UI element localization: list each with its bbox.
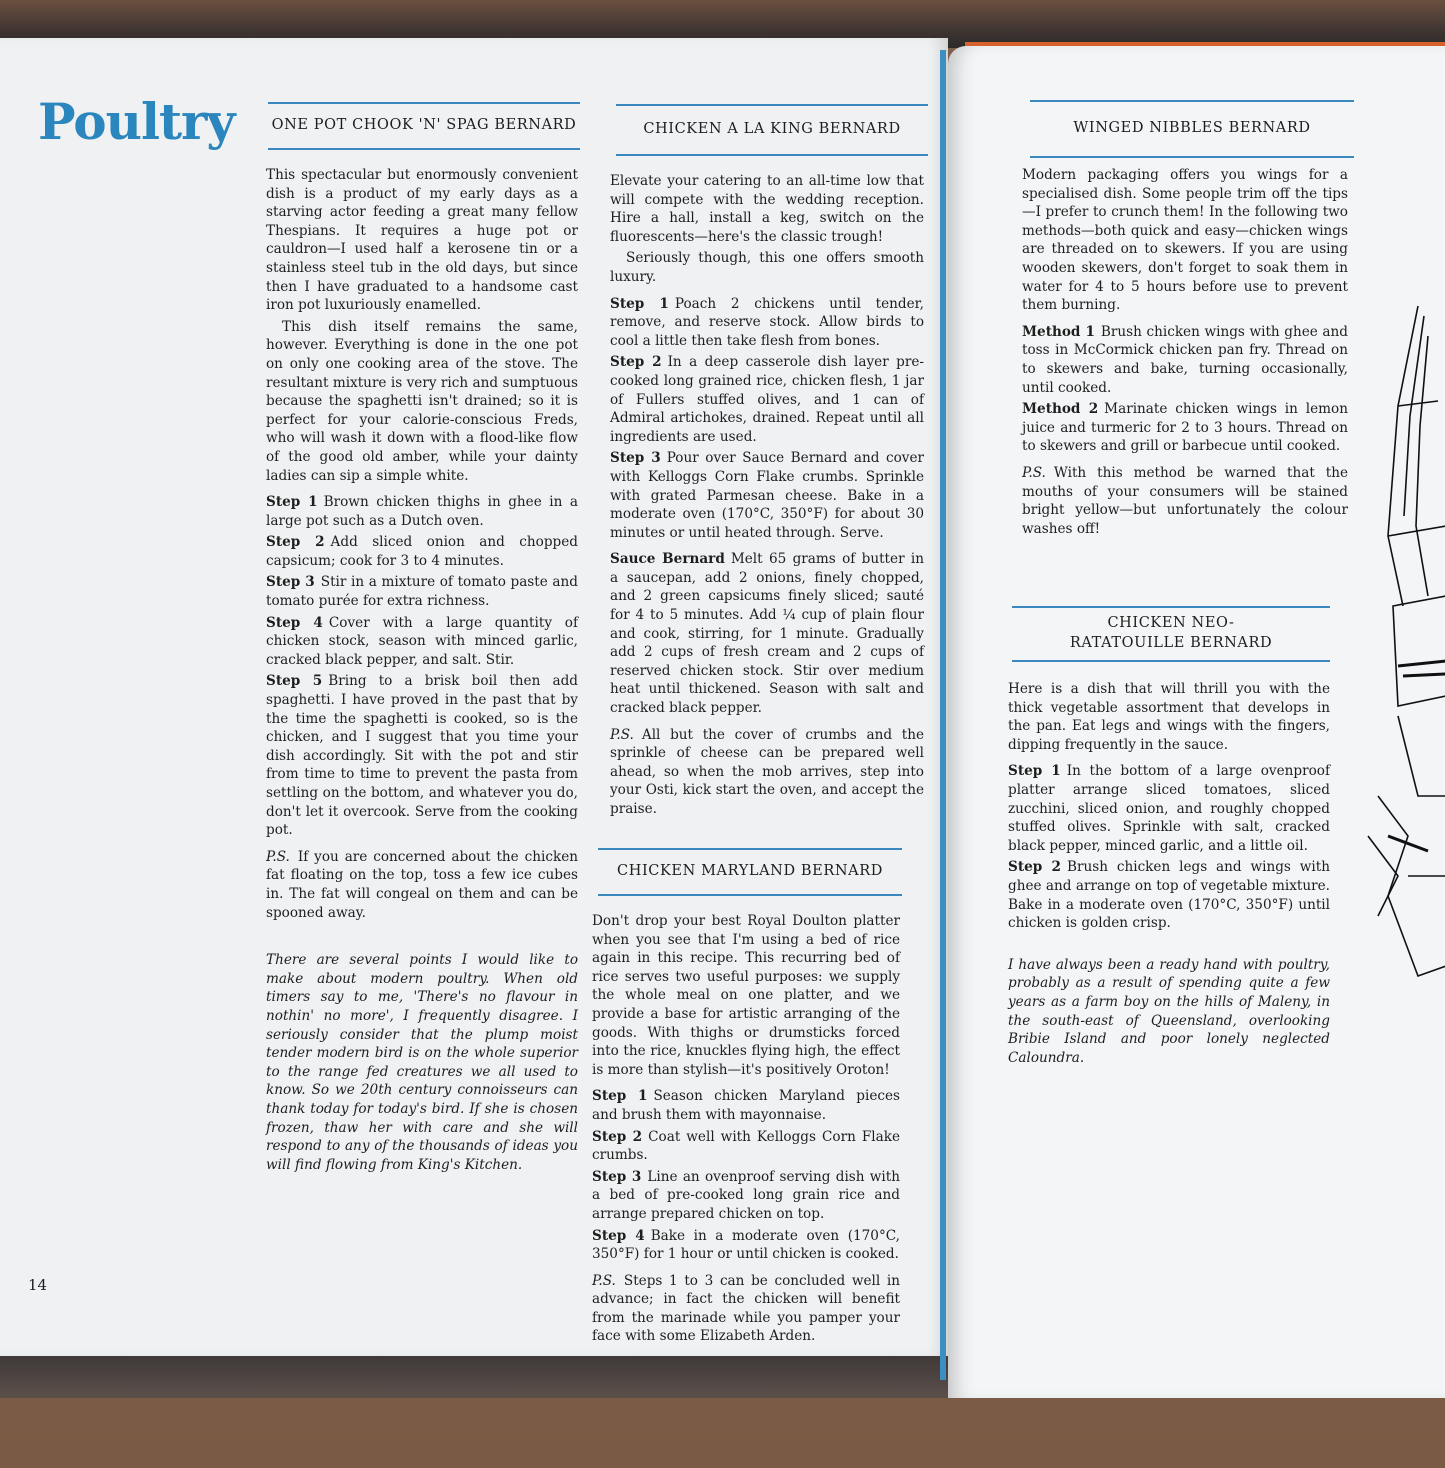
recipe-step: Step 2 In a deep casserole dish layer pre-cooked long grained rice, chicken flesh, 1 jar of Fullers stuffed olives, and 1 can of Admiral artichokes, drained. Repeat until all ingredients are used. bbox=[610, 354, 924, 445]
recipe-step: Step 5 Bring to a brisk boil then add spaghetti. I have proved in the past that by the time the spaghetti is cooked, so is the chicken, and I suggest that you time your dish accordingly. Sit with the pot and stir from time to time to prevent the pasta from settling on the bottom, and whatever you do, don't let it overcook. Serve from the cooking pot. bbox=[266, 673, 578, 839]
recipe-step: Step 1 Brown chicken thighs in ghee in a large pot such as a Dutch oven. bbox=[266, 494, 578, 529]
recipe-intro: Don't drop your best Royal Doulton platter when you see that I'm using a bed of rice again in this recipe. This recurring bed of rice serves two useful purposes: we supply the whole meal on one platter, and we provide a base for artistic arranging of the goods. With thighs or drumsticks forced into the rice, knuckles flying high, the effect is more than stylish—it's positively Oroton! bbox=[592, 913, 900, 1078]
recipe-heading-winged-nibbles bbox=[1030, 100, 1354, 158]
section-title: Poultry bbox=[38, 92, 235, 151]
recipe-step: Step 4 Cover with a large quantity of chicken stock, season with minced garlic, cracked black pepper, and salt. Stir. bbox=[266, 614, 578, 668]
recipe-step: Step 2 Add sliced onion and chopped capsicum; cook for 3 to 4 minutes. bbox=[266, 534, 578, 569]
recipe-body-winged-nibbles bbox=[1022, 166, 1348, 541]
page-binding-edge bbox=[940, 50, 946, 1380]
left-page bbox=[0, 38, 948, 1356]
recipe-step: Step 1 In the bottom of a large ovenproof platter arrange sliced tomatoes, sliced zucchini, sliced onion, and roughly chopped stuffed olives. Sprinkle with salt, cracked black pepper, minced garlic, and a little oil. bbox=[1008, 763, 1330, 854]
recipe-heading-text: ONE POT CHOOK 'N' SPAG BERNARD bbox=[271, 117, 577, 134]
recipe-step: Step 3 Pour over Sauce Bernard and cover with Kelloggs Corn Flake crumbs. Sprinkle with grated Parmesan cheese. Bake in a moderate oven (170°C, 350°F) for about 30 minutes or until heated through. Serve. bbox=[610, 450, 924, 541]
recipe-step: Step 1 Season chicken Maryland pieces and brush them with mayonnaise. bbox=[592, 1088, 900, 1123]
recipe-step: Step 2 Brush chicken legs and wings with ghee and arrange on top of vegetable mixture. Bake in a moderate oven (170°C, 350°F) until chicken is golden crisp. bbox=[1008, 859, 1330, 932]
page-number: 14 bbox=[28, 1276, 48, 1294]
recipe-step: Step 1 Poach 2 chickens until tender, remove, and reserve stock. Allow birds to cool a little then take flesh from bones. bbox=[610, 295, 925, 349]
right-page bbox=[948, 46, 1445, 1398]
chef-sketch-illustration bbox=[1358, 276, 1445, 1036]
recipe-ps: P.S. Steps 1 to 3 can be concluded well in advance; in fact the chicken will benefit from the marinade while you pamper your face with some Elizabeth Arden. bbox=[592, 1272, 900, 1345]
recipe-method: Method 2 Marinate chicken wings in lemon juice and turmeric for 2 to 3 hours. Thread on to skewers and grill or barbecue until cooked. bbox=[1022, 401, 1348, 455]
recipe-body-neo-ratatouille bbox=[1008, 680, 1330, 1070]
recipe-body-chook-spag bbox=[266, 166, 578, 1177]
recipe-ps: P.S. All but the cover of crumbs and the sprinkle of cheese can be prepared well ahead, so when the mob arrives, step into your Osti, kick start the oven, and accept the praise. bbox=[610, 726, 924, 817]
recipe-step: Step 4 Bake in a moderate oven (170°C, 350°F) for 1 hour or until chicken is cooked. bbox=[592, 1227, 900, 1263]
recipe-sauce: Sauce Bernard Melt 65 grams of butter in a saucepan, add 2 onions, finely chopped, and 2 green capsicums finely sliced; sauté for 4 to 5 minutes. Add ¼ cup of plain flour and cook, stirring, for 1 minute. Gradually add 2 cups of fresh cream and 2 cups of reserved chicken stock. Stir over medium heat until thickened. Season with salt and cracked black pepper. bbox=[610, 551, 924, 717]
recipe-step: Step 3 Stir in a mixture of tomato paste and tomato purée for extra richness. bbox=[266, 574, 578, 610]
recipe-method: Method 1 Brush chicken wings with ghee and toss in McCormick chicken pan fry. Thread on to skewers and bake, turning occasionally, until cooked. bbox=[1022, 323, 1348, 396]
recipe-intro: Elevate your catering to an all-time low that will compete with the wedding reception. Hire a hall, install a keg, switch on the fluorescents—here's the classic trough! bbox=[610, 173, 924, 245]
recipe-heading-text: WINGED NIBBLES BERNARD bbox=[1073, 120, 1311, 137]
recipe-body-a-la-king bbox=[610, 172, 924, 822]
recipe-heading-maryland bbox=[598, 848, 902, 896]
recipe-intro: Seriously though, this one offers smooth luxury. bbox=[610, 250, 924, 285]
recipe-intro: Here is a dish that will thrill you with the thick vegetable assortment that develops in the pan. Eat legs and wings with the fingers, dipping frequently in the sauce. bbox=[1008, 681, 1330, 753]
recipe-body-maryland bbox=[592, 912, 900, 1349]
recipe-ps: P.S. If you are concerned about the chicken fat floating on the top, toss a few ice cubes in. The fat will congeal on them and can be spooned away. bbox=[266, 848, 578, 921]
recipe-heading-chook-spag bbox=[268, 102, 580, 150]
recipe-heading-a-la-king bbox=[616, 104, 928, 156]
recipe-heading-text: CHICKEN A LA KING BERNARD bbox=[643, 121, 901, 138]
recipe-step: Step 3 Line an ovenproof serving dish with a bed of pre-cooked long grain rice and arrange prepared chicken on top. bbox=[592, 1168, 900, 1222]
recipe-intro: Modern packaging offers you wings for a specialised dish. Some people trim off the tips—I prefer to crunch them! In the following two methods—both quick and easy—chicken wings are threaded on to skewers. If you are using wooden skewers, don't forget to soak them in water for 4 to 5 hours before use to prevent them burning. bbox=[1022, 167, 1348, 314]
recipe-heading-text: CHICKEN MARYLAND BERNARD bbox=[617, 863, 883, 880]
author-note: I have always been a ready hand with poultry, probably as a result of spending quite a few years as a farm boy on the hills of Maleny, in the south-east of Queensland, overlooking Bribie Island and poor lonely neglected Caloundra. bbox=[1008, 956, 1330, 1066]
recipe-intro: This dish itself remains the same, however. Everything is done in the one pot on only one cooking area of the stove. The resultant mixture is very rich and sumptuous because the spaghetti isn't drained; so it is perfect for your calorie-conscious Freds, who will wash it down with a flood-like flow of the good old amber, while your dainty ladies can sip a simple white. bbox=[266, 318, 578, 484]
recipe-ps: P.S. With this method be warned that the mouths of your consumers will be stained bright yellow—but unfortunately the colour washes off! bbox=[1022, 464, 1348, 537]
author-note: There are several points I would like to make about modern poultry. When old timers say to me, 'There's no flavour in nothin' no more', I frequently disagree. I seriously consider that the plump moist tender modern bird is on the whole superior to the range fed creatures we all used to know. So we 20th century connoisseurs can thank today for today's bird. If she is chosen frozen, thaw her with care and she will respond to any of the thousands of ideas you will find flowing from King's Kitchen. bbox=[266, 952, 578, 1173]
recipe-heading-neo-ratatouille bbox=[1012, 606, 1330, 662]
recipe-intro: This spectacular but enormously convenient dish is a product of my early days as a starving actor feeding a great many fellow Thespians. It requires a huge pot or cauldron—I used half a kerosene tin or a stainless steel tub in the old days, but since then I have graduated to a handsome cast iron pot luxuriously enamelled. bbox=[266, 167, 578, 314]
recipe-heading-text: CHICKEN NEO-RATATOUILLE BERNARD bbox=[1069, 615, 1273, 651]
recipe-step: Step 2 Coat well with Kelloggs Corn Flake crumbs. bbox=[592, 1128, 900, 1164]
